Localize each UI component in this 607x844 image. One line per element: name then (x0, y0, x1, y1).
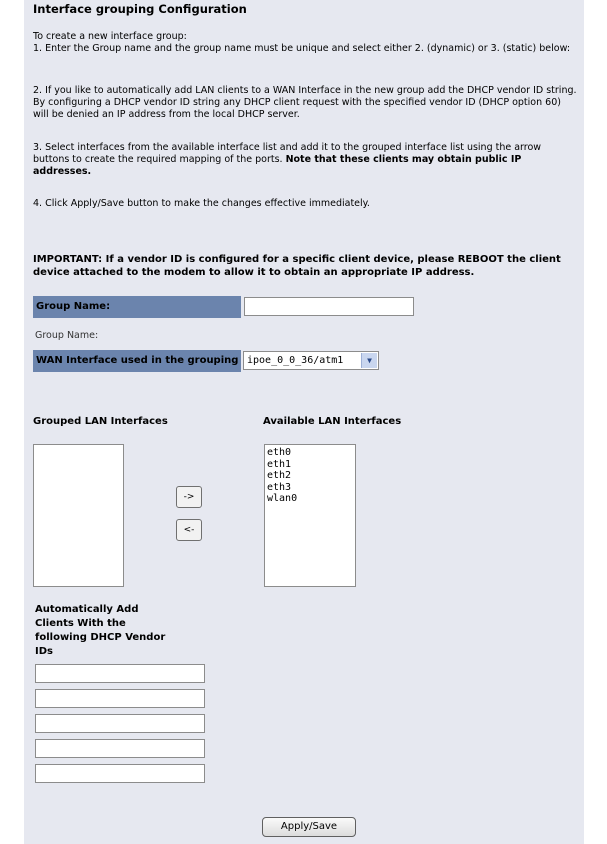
grouped-lan-list[interactable] (33, 444, 124, 587)
move-right-button[interactable]: -> (176, 486, 202, 508)
vendor-id-input-4[interactable] (35, 739, 205, 758)
wan-interface-value: ipoe_0_0_36/atm1 (247, 355, 344, 366)
step3-note: Note that these clients may obtain public IP addresses. (33, 154, 522, 177)
vendor-id-label-line: Automatically Add (35, 604, 139, 615)
intro-text: To create a new interface group: (33, 31, 187, 42)
list-item[interactable]: eth1 (267, 458, 292, 470)
list-item[interactable]: eth0 (267, 447, 292, 458)
group-name-static: Group Name: (35, 330, 99, 341)
vendor-id-label-line: IDs (35, 646, 53, 657)
vendor-id-label-line: following DHCP Vendor (35, 632, 166, 643)
step4-text: 4. Click Apply/Save button to make the changes effective immediately. (33, 198, 370, 209)
step3-text (33, 142, 578, 178)
step3-text-main: 3. Select interfaces from the available interface list and add it to the grouped interface list using the arrow buttons to create the required mapping of the ports. (33, 142, 542, 165)
group-name-input[interactable] (244, 297, 414, 316)
step2-text: 2. If you like to automatically add LAN clients to a WAN Interface in the new group add the DHCP vendor ID string. By configuring a DHCP vendor ID string any DHCP client request with the specified vendor ID (DHCP option 60) will be denied an IP address from the local DHCP server. (33, 85, 577, 120)
vendor-id-input-1[interactable] (35, 664, 205, 683)
grouped-lan-label: Grouped LAN Interfaces (33, 416, 168, 427)
available-lan-label: Available LAN Interfaces (263, 416, 402, 427)
page-title: Interface grouping Configuration (33, 2, 247, 16)
list-item[interactable]: wlan0 (267, 493, 298, 504)
vendor-id-input-5[interactable] (35, 764, 205, 783)
step1-text: 1. Enter the Group name and the group name must be unique and select either 2. (dynamic) or 3. (static) below: (33, 43, 571, 54)
list-item[interactable]: eth2 (267, 470, 292, 481)
move-left-button[interactable]: <- (176, 519, 202, 541)
wan-interface-label: WAN Interface used in the grouping (33, 350, 241, 372)
vendor-id-input-3[interactable] (35, 714, 205, 733)
group-name-label: Group Name: (33, 296, 241, 318)
vendor-id-label (35, 603, 165, 659)
chevron-down-icon[interactable]: ▼ (361, 353, 377, 368)
available-lan-list[interactable] (264, 444, 356, 587)
list-item[interactable]: eth3 (267, 481, 292, 493)
apply-save-button[interactable]: Apply/Save (262, 817, 356, 837)
vendor-id-input-2[interactable] (35, 689, 205, 708)
vendor-id-label-line: Clients With the (35, 618, 126, 629)
wan-interface-select[interactable] (243, 351, 379, 370)
important-note: IMPORTANT: If a vendor ID is configured for a specific client device, please REBOOT the client device attached to the modem to allow it to obtain an appropriate IP address. (33, 254, 561, 278)
